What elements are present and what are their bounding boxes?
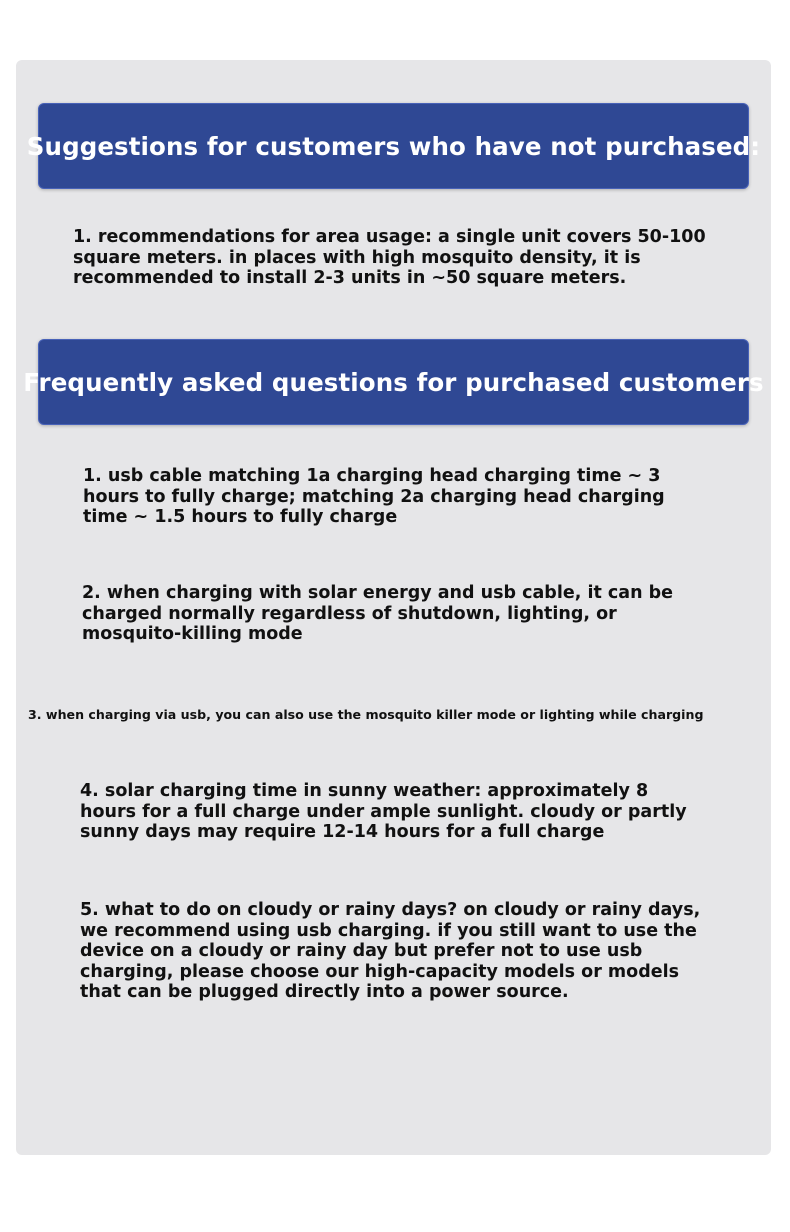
faq-item-5: 5. what to do on cloudy or rainy days? on cloudy or rainy days, we recommend using usb charging. if you still want to use the device on a cloudy or rainy day but prefer not to use usb charging, please choose our high-capacity models or models that can be plugged directly into a power source. — [80, 900, 701, 1002]
heading-text: Frequently asked questions for purchased customers — [23, 367, 764, 397]
heading-text: Suggestions for customers who have not purchased: — [26, 131, 761, 161]
section-heading-purchased — [23, 339, 764, 425]
faq-item-2: 2. when charging with solar energy and usb cable, it can be charged normally regardless of shutdown, lighting, or mosquito-killing mode — [82, 583, 674, 644]
faq-item-1: 1. usb cable matching 1a charging head charging time ~ 3 hours to fully charge; matching 2a charging head charging time ~ 1.5 hours to fully charge — [83, 466, 665, 527]
section-heading-not-purchased — [26, 103, 761, 189]
suggestion-item-1: 1. recommendations for area usage: a single unit covers 50-100 square meters. in places with high mosquito density, it is recommended to install 2-3 units in ~50 square meters. — [73, 227, 706, 288]
faq-item-3: 3. when charging via usb, you can also use the mosquito killer mode or lighting while charging — [28, 707, 704, 722]
faq-item-4: 4. solar charging time in sunny weather: approximately 8 hours for a full charge under ample sunlight. cloudy or partly sunny days may require 12-14 hours for a full charge — [80, 781, 687, 842]
